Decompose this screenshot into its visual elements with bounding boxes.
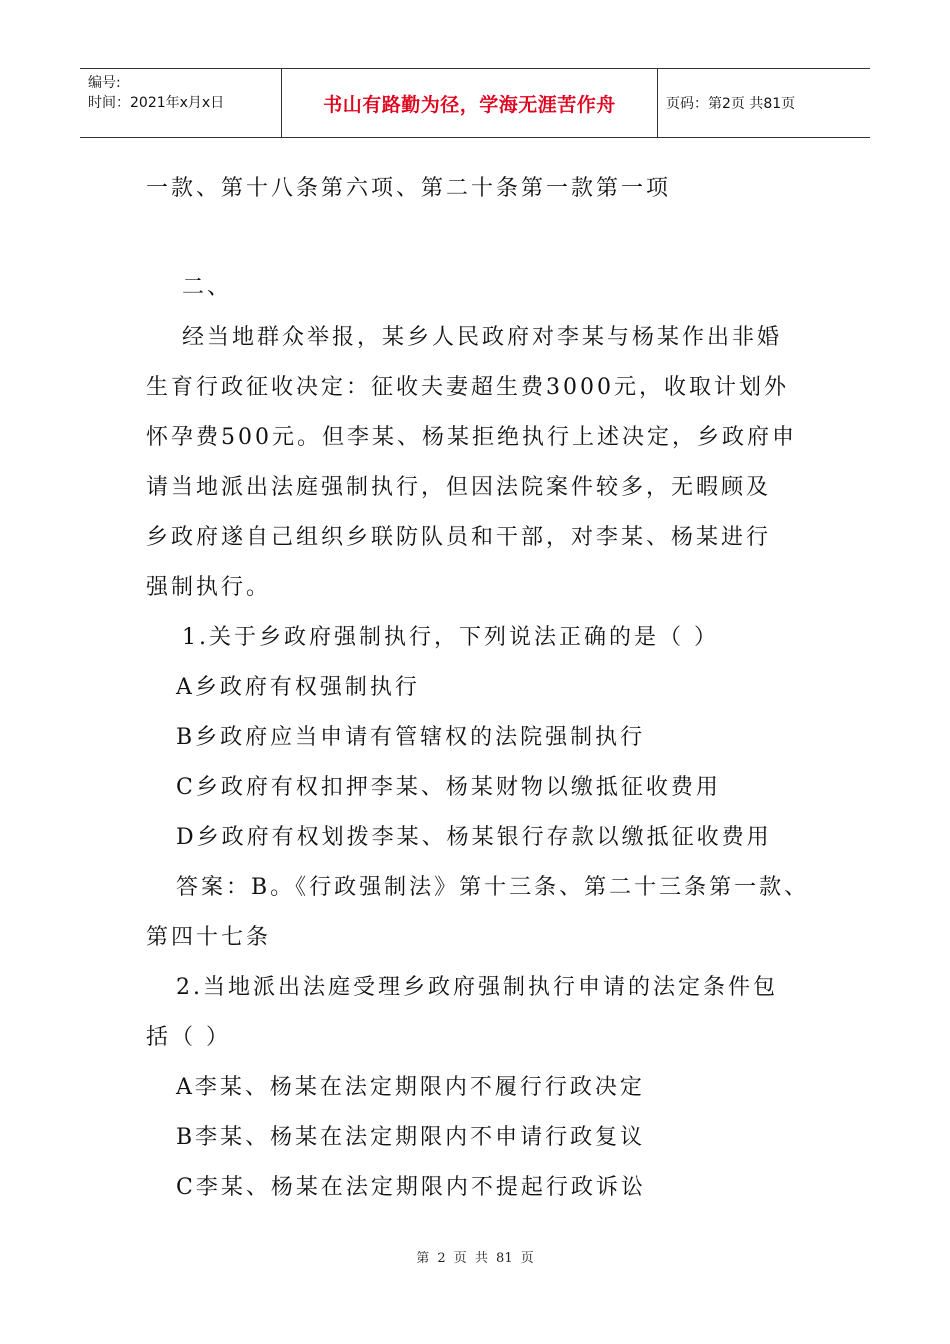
option-c: C李某、杨某在法定期限内不提起行政诉讼	[176, 1175, 646, 1200]
option-a: A乡政府有权强制执行	[176, 675, 420, 700]
text-line: 经当地群众举报，某乡人民政府对李某与杨某作出非婚	[182, 325, 783, 350]
text-line: 请当地派出法庭强制执行，但因法院案件较多，无暇顾及	[146, 475, 772, 500]
question-2: 2.当地派出法庭受理乡政府强制执行申请的法定条件包	[176, 975, 778, 1000]
header-motto: 书山有路勤为径，学海无涯苦作舟	[282, 69, 658, 137]
text-line: 括（ ）	[146, 1025, 231, 1050]
option-c: C乡政府有权扣押李某、杨某财物以缴抵征收费用	[176, 775, 721, 800]
question-1: 1.关于乡政府强制执行，下列说法正确的是（ ）	[182, 625, 719, 650]
doc-time: 时间：2021年x月x日	[88, 95, 225, 111]
header-page-info: 页码：第2页 共81页	[666, 96, 796, 112]
doc-number-label: 编号:	[88, 75, 121, 91]
text-line: 乡政府遂自己组织乡联防队员和干部，对李某、杨某进行	[146, 525, 772, 550]
option-d: D乡政府有权划拨李某、杨某银行存款以缴抵征收费用	[176, 825, 772, 850]
option-a: A李某、杨某在法定期限内不履行行政决定	[176, 1075, 645, 1100]
text-line: 强制执行。	[146, 575, 272, 600]
answer-line: 答案：B。《行政强制法》第十三条、第二十三条第一款、	[176, 875, 810, 900]
section-heading: 二、	[182, 275, 233, 300]
page-header	[80, 68, 870, 138]
text-line: 第四十七条	[146, 925, 272, 950]
option-b: B李某、杨某在法定期限内不申请行政复议	[176, 1125, 646, 1150]
header-meta	[80, 69, 282, 137]
text-line: 一款、第十八条第六项、第二十条第一款第一项	[146, 176, 672, 201]
text-line: 怀孕费500元。但李某、杨某拒绝执行上述决定，乡政府申	[146, 425, 797, 450]
page-footer: 第 2 页 共 81 页	[416, 1251, 534, 1266]
text-line: 生育行政征收决定：征收夫妻超生费3000元，收取计划外	[146, 375, 789, 400]
option-b: B乡政府应当申请有管辖权的法院强制执行	[176, 725, 646, 750]
